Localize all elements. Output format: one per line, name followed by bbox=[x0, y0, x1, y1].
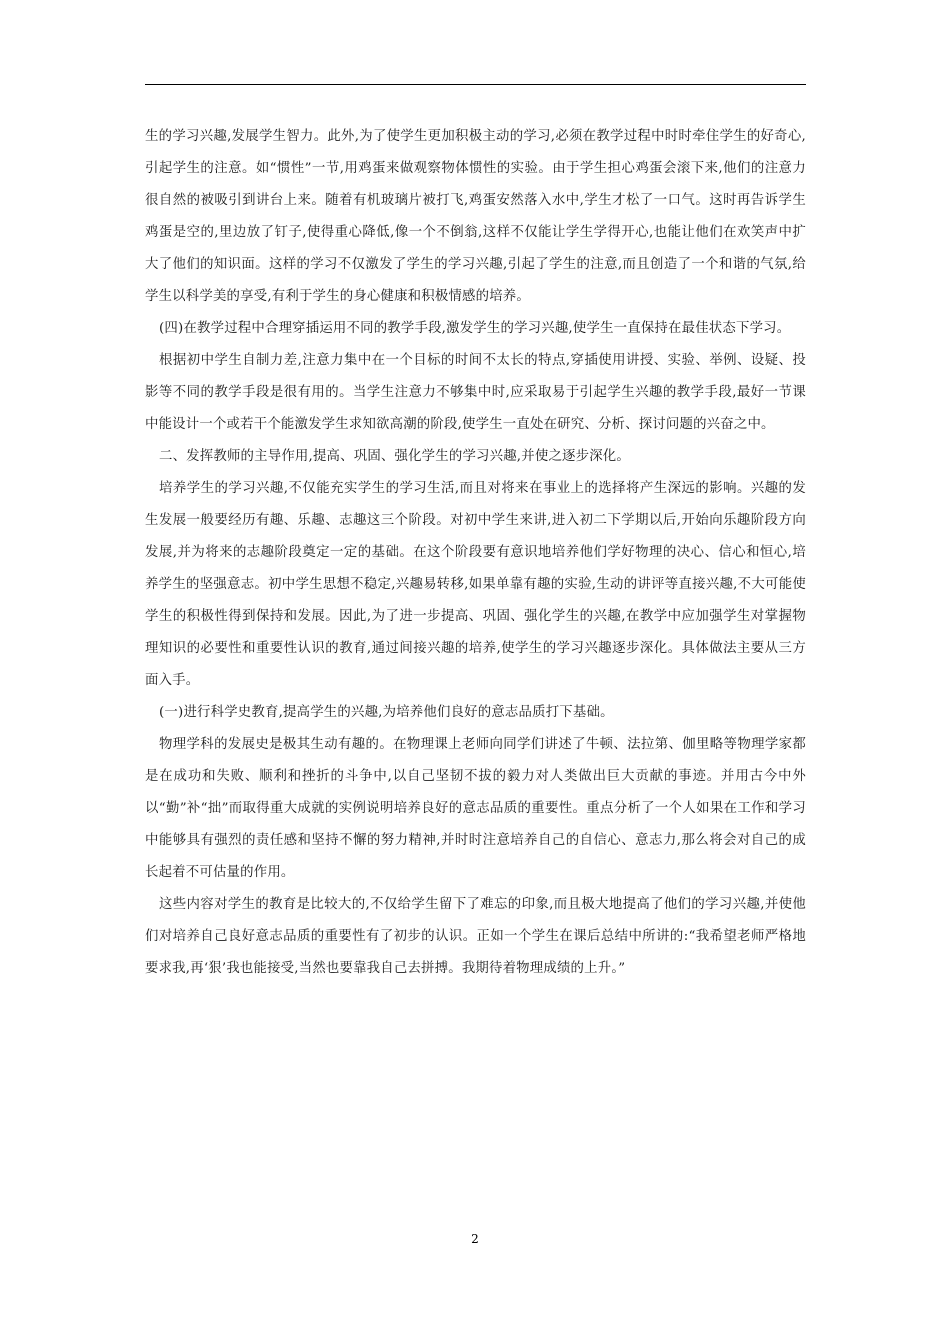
paragraph: 生的学习兴趣,发展学生智力。此外,为了使学生更加积极主动的学习,必须在教学过程中时时牵住学生的好奇心,引起学生的注意。如“惯性”一节,用鸡蛋来做观察物体惯性的实验。由于学生担心鸡蛋会滚下来,他们的注意力很自然的被吸引到讲台上来。随着有机玻璃片被打飞,鸡蛋安然落入水中,学生才松了一口气。这时再告诉学生鸡蛋是空的,里边放了钉子,使得重心降低,像一个不倒翁,这样不仅能让学生学得开心,也能让他们在欢笑声中扩大了他们的知识面。这样的学习不仅激发了学生的学习兴趣,引起了学生的注意,而且创造了一个和谐的气氛,给学生以科学美的享受,有利于学生的身心健康和积极情感的培养。 bbox=[145, 129, 806, 304]
paragraph: (四)在教学过程中合理穿插运用不同的教学手段,激发学生的学习兴趣,使学生一直保持在最佳状态下学习。 bbox=[159, 321, 791, 336]
paragraph: 物理学科的发展史是极其生动有趣的。在物理课上老师向同学们讲述了牛顿、法拉第、伽里略等物理学家都是在成功和失败、顺利和挫折的斗争中,以自己坚韧不拔的毅力对人类做出巨大贡献的事迹。并用古今中外以“勤”补“拙”而取得重大成就的实例说明培养良好的意志品质的重要性。重点分析了一个人如果在工作和学习中能够具有强烈的责任感和坚持不懈的努力精神,并时时注意培养自己的自信心、意志力,那么将会对自己的成长起着不可估量的作用。 bbox=[145, 737, 806, 880]
paragraph: (一)进行科学史教育,提高学生的兴趣,为培养他们良好的意志品质打下基础。 bbox=[159, 705, 614, 720]
page-number: 2 bbox=[471, 1232, 479, 1246]
paragraph: 根据初中学生自制力差,注意力集中在一个目标的时间不太长的特点,穿插使用讲授、实验、举例、设疑、投影等不同的教学手段是很有用的。当学生注意力不够集中时,应采取易于引起学生兴趣的教学手段,最好一节课中能设计一个或若干个能激发学生求知欲高潮的阶段,使学生一直处在研究、分析、探讨问题的兴奋之中。 bbox=[145, 353, 806, 432]
document-body bbox=[145, 121, 806, 985]
paragraph: 二、发挥教师的主导作用,提高、巩固、强化学生的学习兴趣,并使之逐步深化。 bbox=[159, 449, 630, 464]
paragraph: 这些内容对学生的教育是比较大的,不仅给学生留下了难忘的印象,而且极大地提高了他们的学习兴趣,并使他们对培养自己良好意志品质的重要性有了初步的认识。正如一个学生在课后总结中所讲的:“我希望老师严格地要求我,再‘狠’我也能接受,当然也要靠我自己去拼搏。我期待着物理成绩的上升。” bbox=[145, 897, 806, 976]
header-rule bbox=[145, 84, 806, 85]
paragraph: 培养学生的学习兴趣,不仅能充实学生的学习生活,而且对将来在事业上的选择将产生深远的影响。兴趣的发生发展一般要经历有趣、乐趣、志趣这三个阶段。对初中学生来讲,进入初二下学期以后,开始向乐趣阶段方向发展,并为将来的志趣阶段奠定一定的基础。在这个阶段要有意识地培养他们学好物理的决心、信心和恒心,培养学生的坚强意志。初中学生思想不稳定,兴趣易转移,如果单靠有趣的实验,生动的讲评等直接兴趣,不大可能使学生的积极性得到保持和发展。因此,为了进一步提高、巩固、强化学生的兴趣,在教学中应加强学生对掌握物理知识的必要性和重要性认识的教育,通过间接兴趣的培养,使学生的学习兴趣逐步深化。具体做法主要从三方面入手。 bbox=[145, 481, 806, 688]
